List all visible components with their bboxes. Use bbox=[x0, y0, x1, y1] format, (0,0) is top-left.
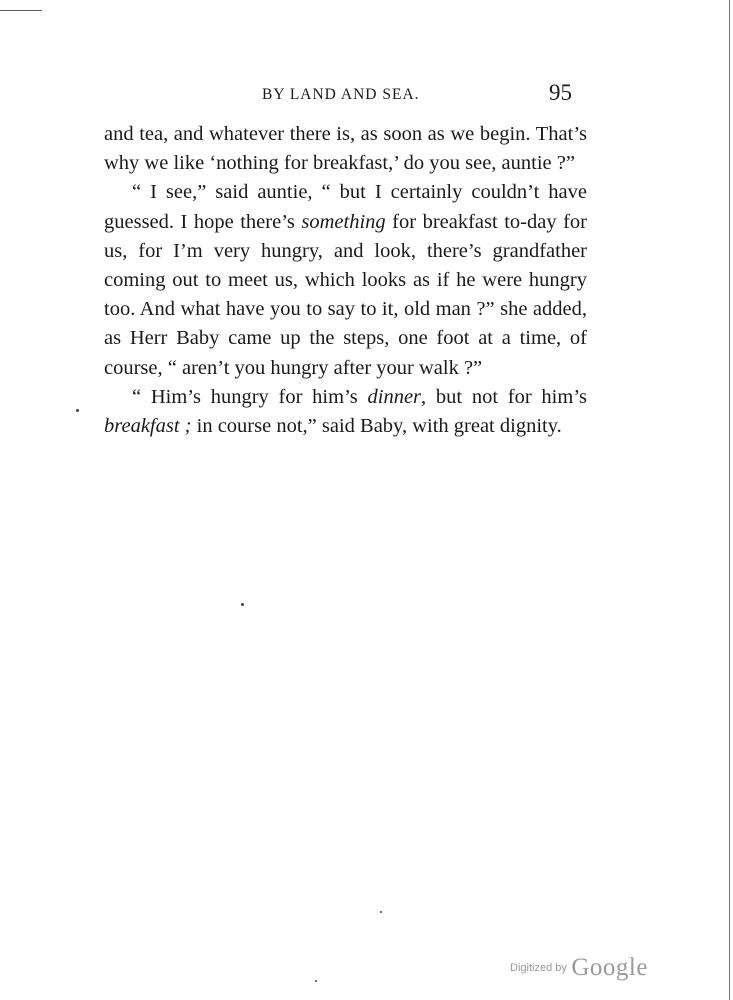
paragraph-2-text-b: for breakfast to-day for us, for I’m very hungry, and look, there’s grandfather coming out to meet us, which looks as if he were hungry too. And what have you to say to it, old man ?” she added, as Herr Baby came up the steps, one foot at a time, of course, “ aren’t you hungry after your walk ?” bbox=[104, 210, 587, 379]
scan-speck bbox=[241, 603, 244, 606]
paragraph-3 bbox=[104, 383, 587, 441]
paragraph-2-text-a: “ I see,” said auntie, “ but I certainly couldn’t have guessed. I hope there’s bbox=[104, 181, 587, 233]
body-text bbox=[104, 120, 587, 441]
scan-speck bbox=[380, 911, 382, 913]
top-edge-rule bbox=[0, 10, 42, 11]
paragraph-1-text: and tea, and whatever there is, as soon as we begin. That’s why we like ‘nothing for breakfast,’ do you see, auntie ?” bbox=[104, 123, 587, 175]
paragraph-1 bbox=[104, 120, 587, 178]
paragraph-2-italic-something: something bbox=[301, 210, 386, 233]
scan-speck bbox=[315, 980, 317, 982]
page-number: 95 bbox=[549, 80, 572, 105]
watermark-prefix: Digitized by bbox=[510, 962, 567, 974]
page-right-edge-line bbox=[729, 0, 730, 1000]
digitized-watermark bbox=[510, 954, 648, 982]
paragraph-3-text-b: , but not for him’s bbox=[421, 385, 588, 408]
paragraph-3-italic-breakfast: breakfast ; bbox=[104, 415, 192, 438]
watermark-brand: Google bbox=[571, 954, 648, 981]
paragraph-3-text-a: “ Him’s hungry for him’s bbox=[132, 385, 368, 408]
running-title: BY LAND AND SEA. bbox=[262, 86, 420, 103]
scan-speck bbox=[76, 409, 79, 412]
paragraph-3-italic-dinner: dinner bbox=[367, 385, 422, 408]
paragraph-2 bbox=[104, 178, 587, 382]
paragraph-3-text-c: in course not,” said Baby, with great dignity. bbox=[191, 415, 562, 438]
